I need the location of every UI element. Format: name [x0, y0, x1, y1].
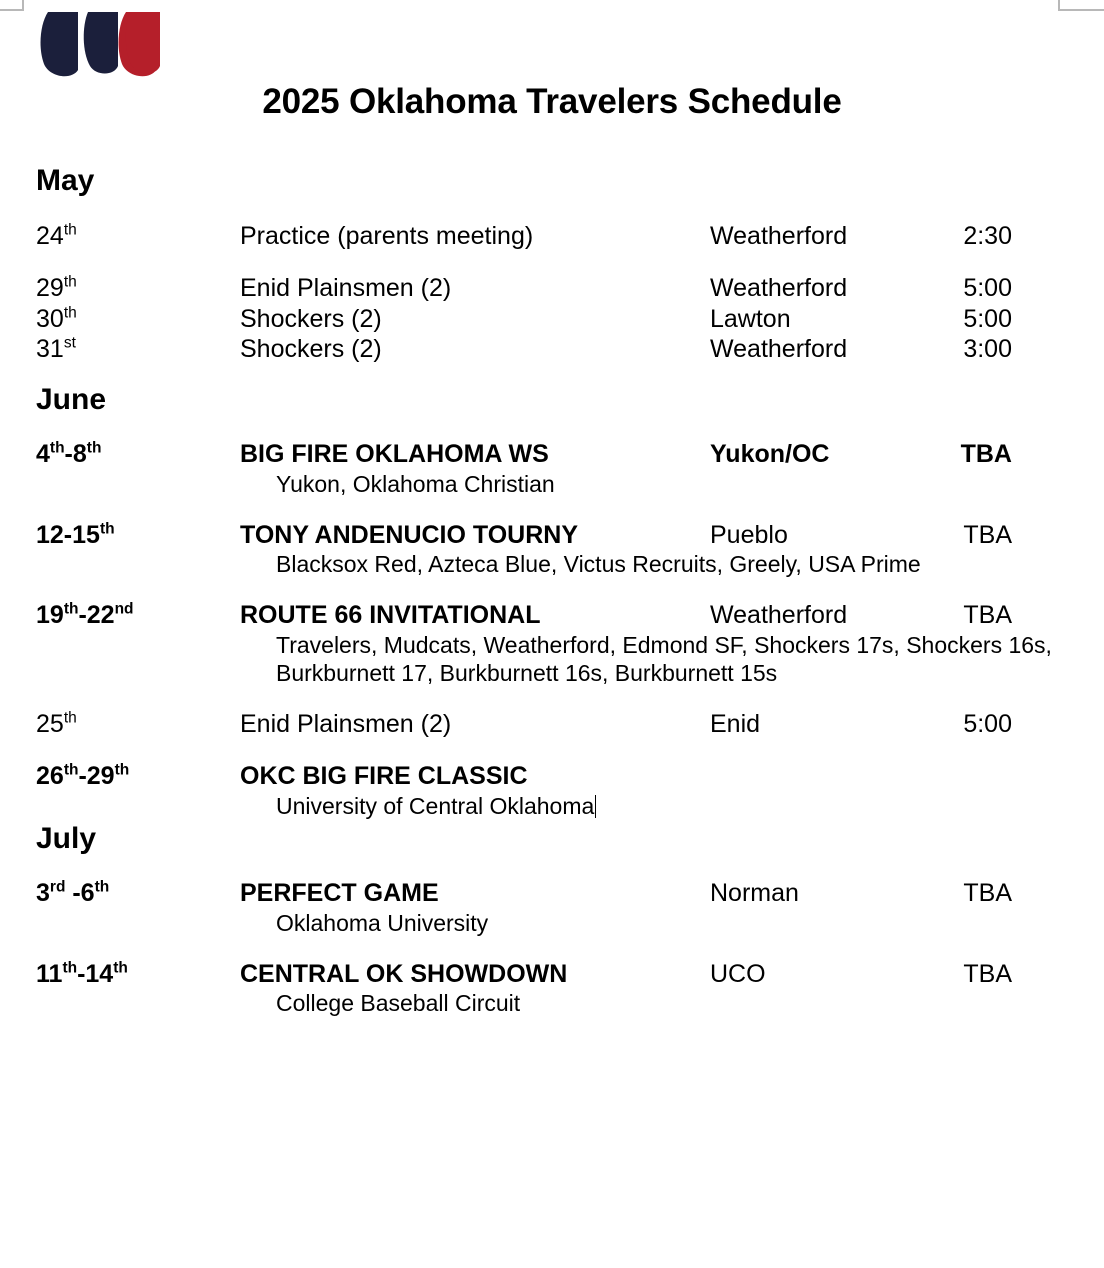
date-ordinal-suffix: th [99, 520, 115, 538]
row-event: Practice (parents meeting) [240, 221, 534, 250]
date-ordinal-suffix: th [63, 600, 79, 618]
date-ordinal-suffix: th [63, 221, 77, 239]
row-event: BIG FIRE OKLAHOMA WS [240, 440, 549, 468]
row-location: UCO [710, 959, 766, 988]
row-event: OKC BIG FIRE CLASSIC [240, 762, 528, 791]
row-event: Enid Plainsmen (2) [240, 709, 452, 738]
row-subtext: Yukon, Oklahoma Christian [276, 470, 555, 497]
row-date: 25th [36, 709, 77, 738]
row-event: Enid Plainsmen (2) [240, 274, 452, 302]
date-ordinal-suffix: th [86, 439, 102, 457]
table-row [0, 439, 1104, 470]
row-location: Weatherford [710, 601, 848, 630]
row-time: 5:00 [963, 274, 1012, 302]
row-location: Norman [710, 879, 799, 908]
row-event: CENTRAL OK SHOWDOWN [240, 959, 568, 988]
row-date: 31st [36, 334, 76, 363]
date-ordinal-suffix: th [114, 761, 130, 779]
row-event: PERFECT GAME [240, 879, 439, 908]
row-time: TBA [960, 440, 1012, 468]
row-date: 29th [36, 273, 77, 302]
row-subtext: Oklahoma University [276, 909, 489, 936]
row-time: TBA [963, 879, 1012, 908]
row-subtext: Travelers, Mudcats, Weatherford, Edmond SF, Shockers 17s, Shockers 16s, Burkburnett 17, Burkburnett 16s, Burkburnett 15s [276, 631, 1052, 686]
table-row [0, 520, 1104, 551]
schedule-group-jun-19 [0, 600, 1104, 687]
crop-mark-top-left [0, 0, 24, 11]
schedule-group-jul-11 [0, 959, 1104, 1018]
row-location: Weatherford [710, 335, 848, 363]
schedule-group-jun-4 [0, 439, 1104, 498]
row-subtext: College Baseball Circuit [276, 990, 521, 1017]
row-date: 26th-29th [36, 761, 130, 791]
date-ordinal-suffix: th [94, 878, 110, 896]
row-event: Shockers (2) [240, 304, 382, 333]
row-event: Shockers (2) [240, 335, 382, 363]
date-ordinal-suffix: th [63, 273, 77, 291]
page-title: 2025 Oklahoma Travelers Schedule [262, 82, 842, 121]
row-event: TONY ANDENUCIO TOURNY [240, 520, 579, 549]
row-time: 5:00 [963, 709, 1012, 738]
date-ordinal-suffix: st [63, 334, 76, 352]
date-ordinal-suffix: nd [114, 600, 134, 618]
schedule-group-jun-26 [0, 761, 1104, 820]
table-row [0, 878, 1104, 909]
row-time: TBA [963, 520, 1012, 549]
row-location: Lawton [710, 304, 791, 333]
row-time: TBA [963, 959, 1012, 988]
row-time: 3:00 [963, 335, 1012, 363]
schedule-content [0, 152, 1104, 1017]
row-date: 4th-8th [36, 439, 102, 468]
table-row [0, 334, 1104, 365]
table-row [0, 600, 1104, 631]
table-row [0, 709, 1104, 740]
row-date: 12-15th [36, 520, 115, 549]
row-date: 3rd -6th [36, 878, 110, 908]
date-ordinal-suffix: rd [49, 878, 66, 896]
table-row [0, 761, 1104, 792]
row-date: 24th [36, 221, 77, 250]
date-ordinal-suffix: th [113, 959, 128, 977]
date-ordinal-suffix: th [63, 761, 79, 779]
month-heading-june: June [36, 382, 107, 416]
row-time: 2:30 [963, 221, 1012, 250]
row-location: Pueblo [710, 520, 788, 549]
schedule-group-jul-3 [0, 878, 1104, 937]
row-location: Weatherford [710, 274, 848, 302]
table-row [0, 959, 1104, 990]
row-event: ROUTE 66 INVITATIONAL [240, 601, 541, 630]
date-ordinal-suffix: th [62, 959, 78, 977]
schedule-group-may-end [0, 273, 1104, 365]
oklahoma-travelers-logo [38, 8, 178, 78]
row-time: TBA [963, 601, 1012, 630]
row-location: Yukon/OC [710, 440, 830, 468]
row-date: 11th-14th [36, 959, 128, 988]
row-time: 5:00 [963, 304, 1012, 333]
date-ordinal-suffix: th [49, 439, 65, 457]
row-subtext: University of Central Oklahoma [276, 792, 595, 819]
row-subtext: Blacksox Red, Azteca Blue, Victus Recruits, Greely, USA Prime [276, 551, 921, 578]
date-ordinal-suffix: th [63, 304, 77, 322]
table-row [0, 273, 1104, 304]
row-date: 30th [36, 304, 77, 333]
row-location: Weatherford [710, 221, 848, 250]
row-location: Enid [710, 709, 761, 738]
crop-mark-top-right [1058, 0, 1104, 11]
table-row [0, 304, 1104, 335]
month-heading-july: July [36, 821, 97, 855]
schedule-group-jun-12 [0, 520, 1104, 579]
text-cursor [595, 795, 596, 818]
month-heading-may: May [36, 164, 95, 197]
date-ordinal-suffix: th [63, 709, 77, 727]
schedule-group-jun-25 [0, 709, 1104, 740]
row-date: 19th-22nd [36, 600, 134, 630]
schedule-group-may-24 [0, 221, 1104, 252]
table-row [0, 221, 1104, 252]
